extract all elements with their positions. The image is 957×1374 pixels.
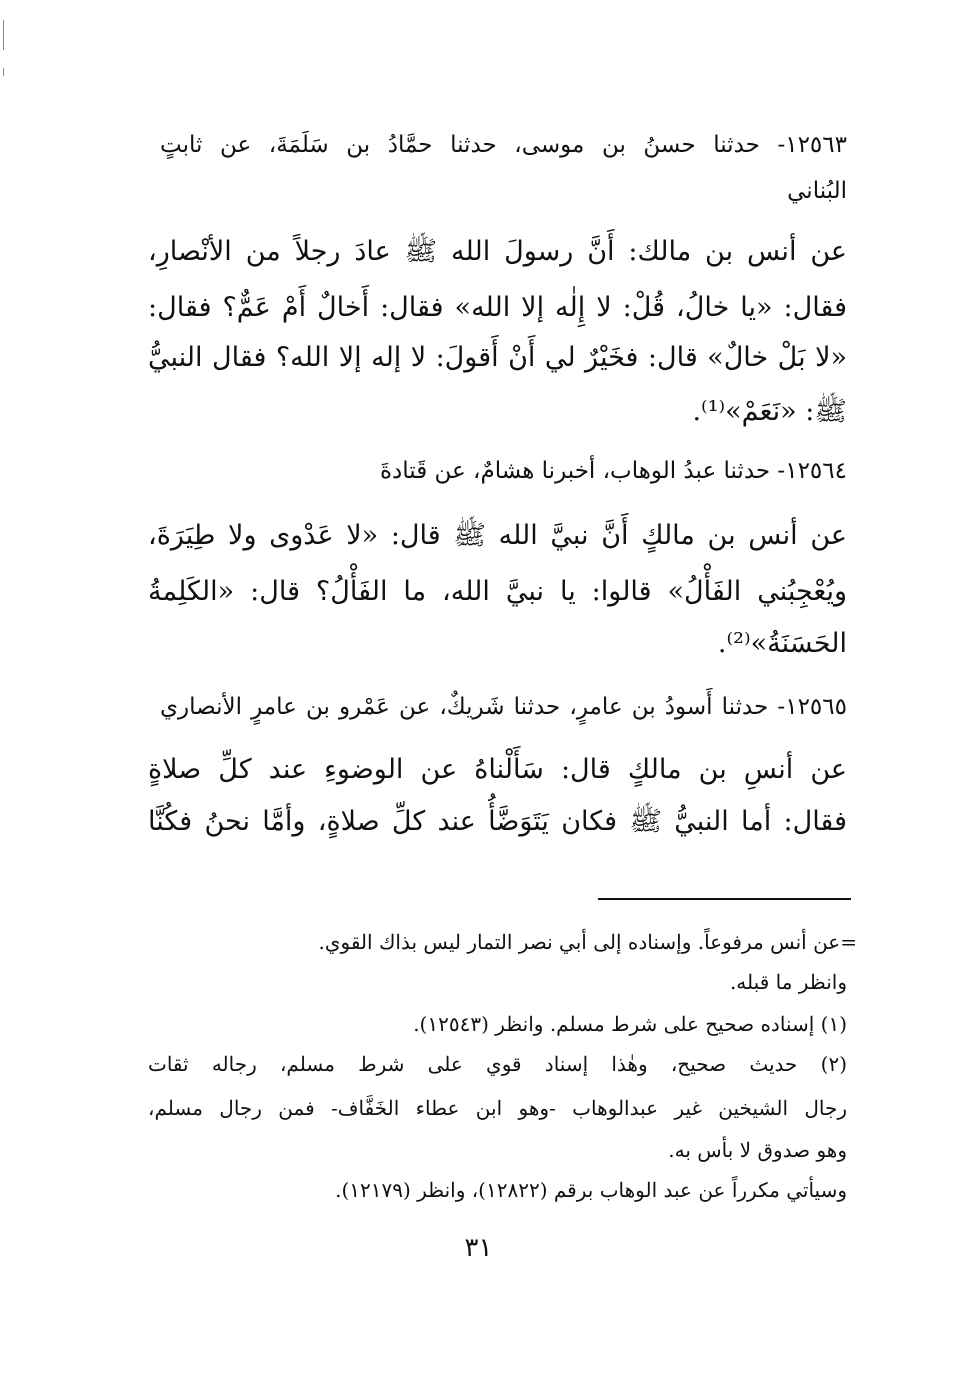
- scan-edge-mark: [3, 68, 4, 76]
- footnote-2: وهو صدوق لا بأس به.: [668, 1138, 847, 1162]
- hadith-12564-text: ويُعْجِبُني الفَأْلُ» قالوا: يا نبيَّ الله، ما الفَأْلُ؟ قال: «الكَلِمةُ: [148, 576, 847, 607]
- hadith-12563-chain-cont: البُناني: [787, 178, 847, 204]
- hadith-12564-chain: ١٢٥٦٤- حدثنا عبدُ الوهاب، أخبرنا هشامٌ، عن قَتادةَ: [379, 458, 847, 484]
- hadith-12563-text: فقال: «يا خالُ، قُلْ: لا إِلٰه إلا الله» فقال: أَخالٌ أَمْ عَمٌّ؟ فقال:: [148, 292, 847, 323]
- footnote-continuation: =عن أنس مرفوعاً. وإسناده إلى أبي نصر التمار ليس بذاك القوي.: [318, 930, 857, 954]
- footnote-continuation: وانظر ما قبله.: [729, 970, 847, 994]
- footnote-1: (١) إسناده صحيح على شرط مسلم. وانظر (١٢٥٤٣).: [413, 1012, 847, 1036]
- footnote-2: رجال الشيخين غير عبدالوهاب -وهو ابن عطاء الخَفَّاف- فمن رجال مسلم،: [148, 1096, 847, 1120]
- footnote-2: وسيأتي مكرراً عن عبد الوهاب برقم (١٢٨٢٢)، وانظر (١٢١٧٩).: [335, 1178, 847, 1202]
- hadith-12565-chain: ١٢٥٦٥- حدثنا أَسودُ بن عامرٍ، حدثنا شَريكٌ، عن عَمْرو بن عامرٍ الأنصاري: [160, 694, 847, 720]
- hadith-12564-text: الحَسَنَةُ»⁽²⁾.: [717, 628, 847, 659]
- hadith-12565-text: عن أنسِ بن مالكٍ قال: سَأَلْناهُ عن الوضوءِ عند كلِّ صلاةٍ: [148, 754, 847, 785]
- hadith-12564-text: عن أنس بن مالكٍ أَنَّ نبيَّ الله ﷺ قال: «لا عَدْوى ولا طِيَرَةَ،: [148, 520, 847, 551]
- hadith-12563-text: عن أنس بن مالك: أَنَّ رسولَ الله ﷺ عادَ رجلاً من الأنْصارِ،: [148, 236, 847, 267]
- hadith-12563-chain: ١٢٥٦٣- حدثنا حسنُ بن موسى، حدثنا حمَّادُ بن سَلَمَةَ، عن ثابتٍ: [160, 132, 847, 158]
- hadith-12565-text: فقال: أما النبيُّ ﷺ فكان يَتَوَضَّأُ عند كلِّ صلاةٍ، وأمَّا نحنُ فكُنَّا: [148, 806, 847, 837]
- hadith-12563-text: ﷺ: «نَعَمْ»⁽¹⁾.: [692, 396, 847, 427]
- hadith-12563-text: «لا بَلْ خالٌ» قال: فخَيْرٌ لي أَنْ أَقولَ: لا إله إلا الله؟ فقال النبيُّ: [148, 342, 847, 373]
- page-number: ٣١: [464, 1233, 493, 1263]
- footnote-2: (٢) حديث صحيح، وهٰذا إسناد قوي على شرط مسلم، رجاله ثقات: [148, 1052, 847, 1076]
- scan-edge-mark: [3, 20, 4, 50]
- footnote-divider: [598, 898, 851, 900]
